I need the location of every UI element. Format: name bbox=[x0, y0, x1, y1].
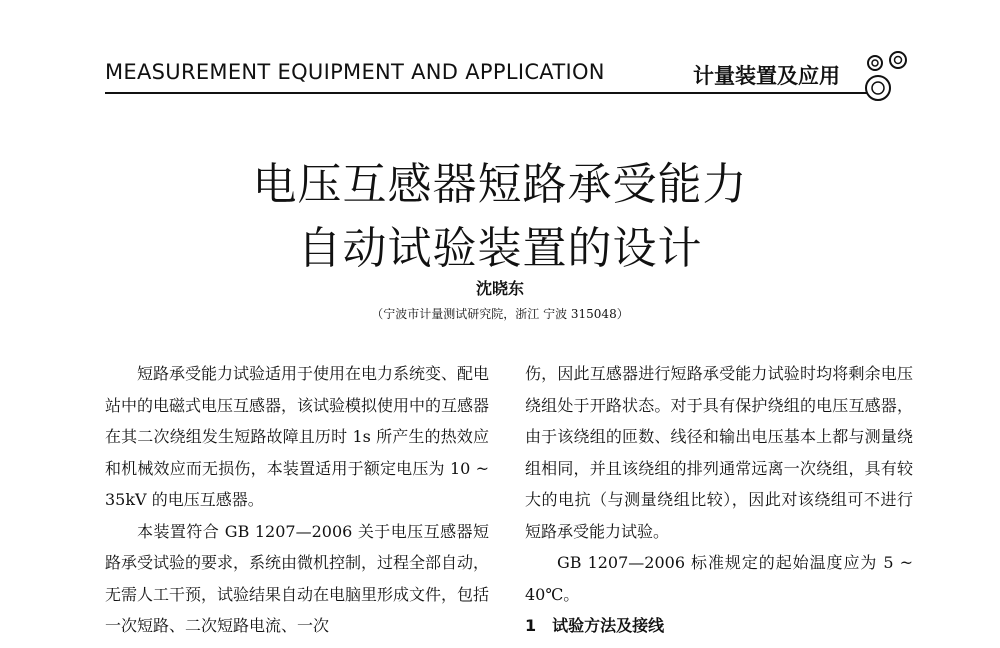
paragraph: 伤，因此互感器进行短路承受能力试验时均将剩余电压绕组处于开路状态。对于具有保护绕组的电压互感器，由于该绕组的匝数、线径和输出电压基本上都与测量绕组相同，并且该绕组的排列通常远离一次绕组，具有较大的电抗（与测量绕组比较），因此对该绕组可不进行短路承受能力试验。 bbox=[525, 364, 913, 541]
section-heading: 1 试验方法及接线 bbox=[525, 616, 665, 635]
paragraph: GB 1207—2006 标准规定的起始温度应为 5 ~ 40℃。 bbox=[525, 553, 913, 604]
paragraph: 短路承受能力试验适用于使用在电力系统变、配电站中的电磁式电压互感器，该试验模拟使用中的互感器在其二次绕组发生短路故障且历时 1s 所产生的热效应和机械效应而无损伤，本装置适用于额定电压为 10 ~ 35kV 的电压互感器。 bbox=[105, 364, 490, 509]
article-title-line-1: 电压互感器短路承受能力 bbox=[252, 159, 748, 210]
header-rule bbox=[105, 92, 867, 94]
body-column-right bbox=[525, 358, 913, 642]
article-title-line-2: 自动试验装置的设计 bbox=[297, 223, 703, 274]
author-affiliation: （宁波市计量测试研究院，浙江 宁波 315048） bbox=[371, 307, 629, 321]
journal-logo-icon bbox=[858, 50, 914, 102]
running-header-en: MEASUREMENT EQUIPMENT AND APPLICATION bbox=[105, 60, 605, 84]
running-header-cn: 计量装置及应用 bbox=[693, 64, 840, 88]
body-column-left bbox=[105, 358, 489, 642]
author-name: 沈晓东 bbox=[475, 279, 524, 298]
paragraph: 本装置符合 GB 1207—2006 关于电压互感器短路承受试验的要求，系统由微机控制，过程全部自动，无需人工干预，试验结果自动在电脑里形成文件，包括一次短路、二次短路电流、一次 bbox=[105, 521, 490, 635]
